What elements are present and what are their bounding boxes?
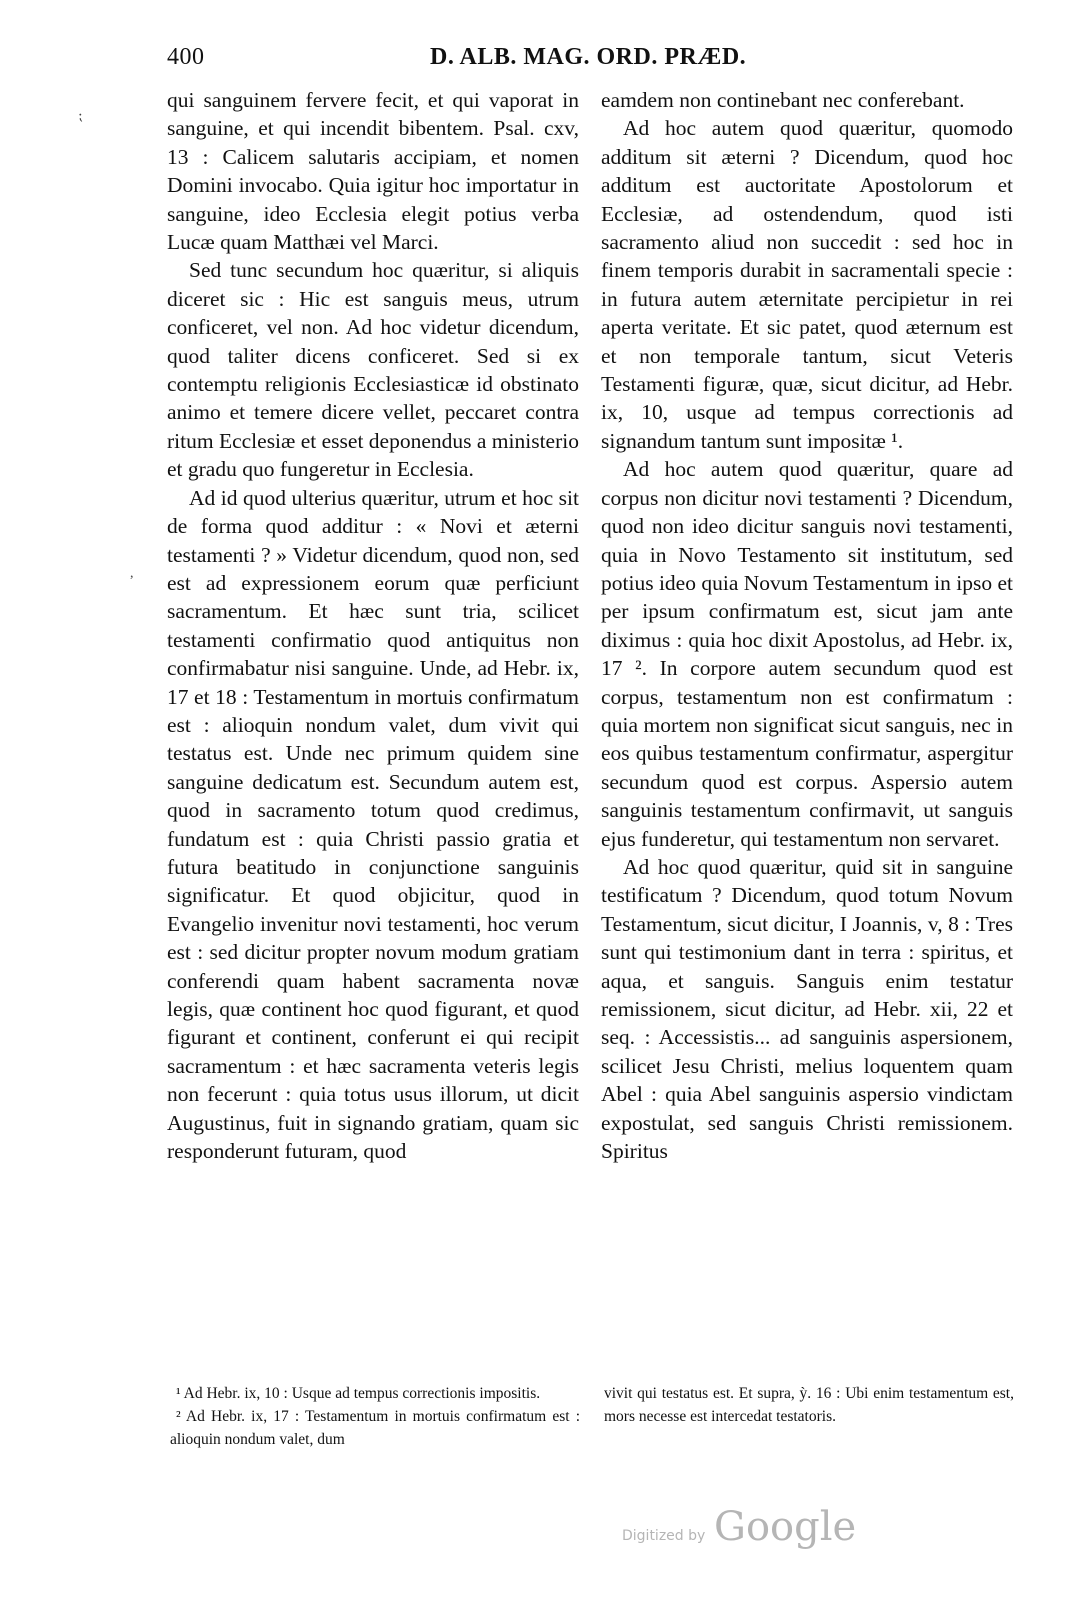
paragraph: eamdem non continebant nec conferebant. <box>601 88 965 112</box>
page-number: 400 <box>167 44 205 70</box>
running-title: D. ALB. MAG. ORD. PRÆD. <box>430 44 747 70</box>
paragraph: Ad id quod ulterius quæritur, utrum et hoc sit de forma quod additur : « Novi et æterni testamenti ? » Videtur dicendum, quod non, sed est ad expressionem eorum quæ perficiunt sacramentum. Et hæc sunt tria, scilicet testamenti confirmatio quod antiquitus non confirmabatur nisi sanguine. Unde, ad Hebr. ix, 17 et 18 : Testamentum in mortuis confirmatum est : alioquin nondum valet, dum vivit qui testatus est. Unde nec primum quidem sine sanguine dedicatum est. Secundum autem est, quod in sacramento totum quod credimus, fundatum est : quia Christi passio gratia et futura beatitudo in conjunctione sanguinis significatur. Et quod objicitur, quod in Evangelio invenitur novi testamenti, hoc verum est : sed dicitur propter novum modum gratiam conferendi quam habent sacramenta novæ legis, quæ continent hoc quod figurant, et quod figurant et continent, conferunt ei qui recipit sacramentum : et hæc sacramenta veteris legis non fecerunt : quia totus usus illorum, ut dicit Augustinus, fuit in signando gratiam, quam sic responderunt futuram, quod <box>167 485 579 1164</box>
digitized-watermark <box>622 1504 857 1560</box>
footnote: ¹ Ad Hebr. ix, 10 : Usque ad tempus correctionis impositis. <box>176 1385 541 1402</box>
margin-mark: , <box>130 566 134 581</box>
paragraph: Ad hoc autem quod quæritur, quomodo additum sit æterni ? Dicendum, quod hoc additum est auctoritate Apostolorum et Ecclesiæ, ad ostendendum, quod isti sacramento aliud non succedit : sed hoc in finem temporis durabit in sacramentali specie : in futura autem æternitate percipietur in rei aperta veritate. Et sic patet, quod æternum est et non temporale tantum, sicut Veteris Testamenti figuræ, quæ, sicut dicitur, ad Hebr. ix, 10, usque ad tempus correctionis ad signandum tantum sunt impositæ ¹. <box>601 116 1013 453</box>
footnotes-right <box>604 1382 1014 1428</box>
margin-mark: ⁏ <box>78 109 83 124</box>
paragraph: Ad hoc quod quæritur, quid sit in sanguine testificatum ? Dicendum, quod totum Novum Testamentum, sicut dicitur, I Joannis, v, 8 : Tres sunt qui testimonium dant in terra : spiritus, et aqua, et sanguis. Sanguis enim testatur remissionem, sicut dicitur, ad Hebr. xii, 22 et seq. : Accessistis... ad sanguinis aspersionem, scilicet Jesu Christi, melius loquentem quam Abel : quia Abel sanguinis aspersio vindictam expostulat, sed sanguis Christi remissionem. Spiritus <box>601 854 1013 1164</box>
footnote: ² Ad Hebr. ix, 17 : Testamentum in mortuis confirmatum est : alioquin nondum valet, dum <box>170 1408 580 1448</box>
footnotes-left <box>170 1382 580 1451</box>
paragraph: qui sanguinem fervere fecit, et qui vaporat in sanguine, et qui incendit bibentem. Psal. cxv, 13 : Calicem salutaris accipiam, et nomen Domini invocabo. Quia igitur hoc importatur in sanguine, ideo Ecclesia elegit potius verba Lucæ quam Matthæi vel Marci. <box>167 88 579 255</box>
right-text-column <box>601 86 1013 1165</box>
left-text-column <box>167 86 579 1165</box>
google-logo: Google <box>714 1504 857 1550</box>
watermark-prefix: Digitized by <box>622 1528 706 1544</box>
paragraph: Sed tunc secundum hoc quæritur, si aliquis diceret sic : Hic est sanguis meus, utrum conficeret, vel non. Ad hoc videtur dicendum, quod taliter dicens conficeret. Sed si ex contemptu religionis Ecclesiasticæ id obstinato animo et temere dicere vellet, peccaret contra ritum Ecclesiæ et esset deponendus a ministerio et gradu quo fungeretur in Ecclesia. <box>167 258 579 482</box>
paragraph: Ad hoc autem quod quæritur, quare ad corpus non dicitur novi testamenti ? Dicendum, quod non ideo dicitur sanguis novi testamenti, quia in Novo Testamento sit institutum, sed potius ideo quia Novum Testamentum in ipso et per ipsum confirmatum est, sicut jam ante diximus : quia hoc dixit Apostolus, ad Hebr. ix, 17 ². In corpore autem secundum quod est corpus, testamentum non est confirmatum : quia mortem non significat sicut sanguis, nec in eos quibus testamentum confirmatur, aspergitur secundum quod est corpus. Aspersio autem sanguinis testamentum confirmavit, ut sanguis ejus funderetur, qui testamentum non servaret. <box>601 457 1013 851</box>
footnote: vivit qui testatus est. Et supra, ỳ. 16 : Ubi enim testamentum est, mors necesse est intercedat testatoris. <box>604 1385 1014 1425</box>
page-header <box>160 40 1000 74</box>
